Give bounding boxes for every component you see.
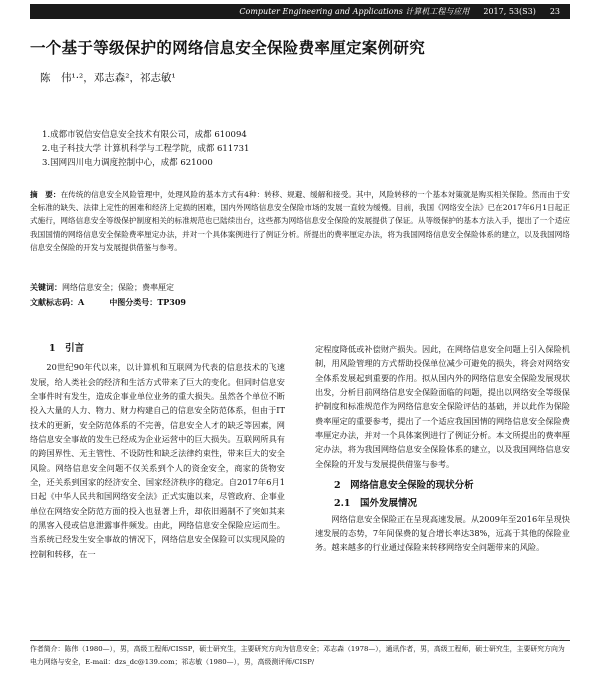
section-2-1-paragraph: 网络信息安全保险正在呈现高速发展。从2009年至2016年呈现快速发展的态势，7年间保费的复合增长率达38%，远高于其他的保险业务。越来越多的行业通过保险来转移网络安全问题带来的风险。 <box>315 513 570 553</box>
section-2-1-heading: 2.1 国外发展情况 <box>334 498 418 510</box>
section-2-heading: 2 网络信息安全保险的现状分析 <box>334 480 474 492</box>
issue-info: 2017, 53(S3) <box>483 7 536 16</box>
right-column <box>315 342 570 555</box>
journal-name: Computer Engineering and Applications 计算机工程与应用 <box>239 7 470 16</box>
affiliation-1: 1.成都市锐信安信息安全技术有限公司，成都 610094 <box>42 130 247 140</box>
abstract <box>30 188 570 254</box>
affiliation-2: 2.电子科技大学 计算机科学与工程学院，成都 611731 <box>42 144 250 154</box>
keywords-text: 网络信息安全；保险；费率厘定 <box>62 283 174 292</box>
abstract-text: 在传统的信息安全风险管理中，处理风险的基本方式有4种：转移、规避、缓解和接受。其中，风险转移的一个基本対策就是购买相关保险。然而由于安全标准的缺失、法律上定性的困难和经济上定损的困难，国内外网络信息安全保险市场的发展一直较为缓慢。目前，我国《网络安全法》已在2017年6月1日起正式施行，网络信息安全等级保护制度相关的标准规范也已陆续出台，这些都为网络信息安全保险的发展提供了保证。从等级保护的基本方法入手，提出了一个适应我国国情的网络信息安全保险费率厘定办法，并对一个具体案例进行了例证分析。所提出的费率厘定办法，将为我国网络信息安全保险体系的建立，以及我国网络信息安全保险的开发与发展提供借鉴与参考。 <box>30 190 571 252</box>
section-1-heading: 1 引言 <box>49 343 85 354</box>
keywords <box>30 282 174 293</box>
author-footnote: 作者简介：陈伟（1980—），男，高级工程师/CISSP，硕士研究生，主要研究方向为信息安全；邓志森（1978—），通讯作者，男，高级工程师，硕士研究生，主要研究方向为电力网络与安全，E-mail：dzs_dc@139.com；祁志敏（1980—），男，高级测评师/CISP/ <box>30 645 565 666</box>
keywords-label: 关键词： <box>30 282 62 292</box>
paper-title: 一个基于等级保护的网络信息安全保险费率厘定案例研究 <box>30 38 426 57</box>
footnote-rule <box>30 640 570 641</box>
classification <box>30 297 186 308</box>
abstract-label: 摘 要： <box>30 190 61 199</box>
clc-label: 中图分类号： <box>109 297 158 307</box>
affiliation-3: 3.国网四川电力调度控制中心，成都 621000 <box>42 158 213 168</box>
page-number: 23 <box>549 7 560 16</box>
doc-code-label: 文献标志码： <box>30 297 78 307</box>
clc-value: TP309 <box>157 297 186 307</box>
authors: 陈 伟¹·²，邓志森²，祁志敏¹ <box>40 72 176 84</box>
doc-code-value: A <box>78 297 85 307</box>
intro-paragraph: 20世纪90年代以来，以计算机和互联网为代表的信息技术的飞速发展，给人类社会的经济和生活方式带来了巨大的变化。但同时信息安全事件时有发生，造成企事业单位业务的重大损失。虽然各个单位不断投入大量的人力、物力、财力构建自己的信息安全防范体系，但由于IT技术的更新，安全防范体系的不完善，信息安全人才的缺乏等因素，网络信息安全事故的发生已经成为企业运营中的巨大损失。互联网所具有的跨国界性、无主管性、不设防性和缺乏法律约束性，带来巨大的安全风险。网络信息安全问题不仅关系到个人的资金安全，商家的货物安全，还关系到国家的经济安全、国家经济秩序的稳定。自2017年6月1日起《中华人民共和国网络安全法》正式实施以来，尽管政府、企事业单位在网络安全防范方面的投入也显著上升，却依旧遏制不了突如其来的黑客入侵或信息泄露事件频发。由此，网络信息安全保险应运而生。当系统已经发生安全事故的情况下，网络信息安全保险可以实现风险的控制和转移，在一 <box>30 362 285 559</box>
left-column <box>30 342 285 561</box>
intro-continued-paragraph: 定程度降低或补偿财产损失。因此，在网络信息安全问题上引入保险机制，用风险管理的方式帮助投保单位减少可避免的损失，将会对网络安全体系发展起到重要的作用。拟从国内外的网络信息安全保险发展现状出发，分析目前网络信息安全保险面临的问题，提出以网络安全等级保护制度和标准规范作为网络信息安全保险评估的基础，并以此作为保险费率厘定的重要参考，提出了一个适应我国国情的网络信息安全保险费率厘定办法，并对一个具体案例进行了例证分析。本文所提出的费率厘定办法，将为我国网络信息安全保险体系的建立，以及我国网络信息安全保险的开发与发展提供借鉴与参考。 <box>315 344 570 469</box>
running-header <box>30 4 570 19</box>
